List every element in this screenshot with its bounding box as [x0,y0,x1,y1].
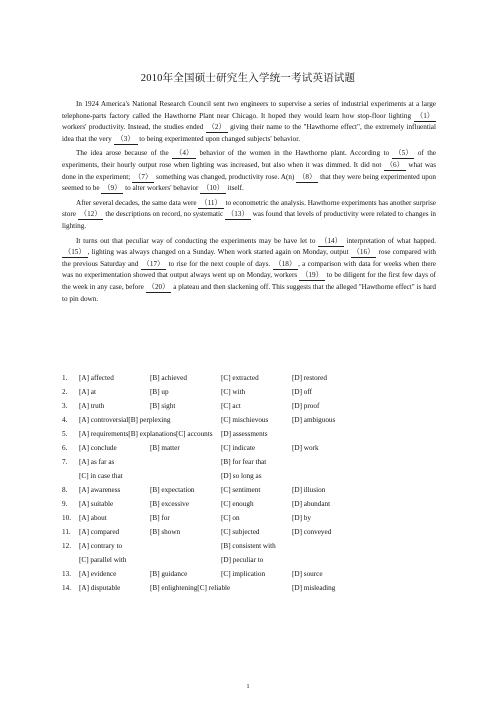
question-number: 14. [62,584,71,592]
option-choice: [A] compared [79,528,120,536]
option-row [62,497,442,511]
option-choice: [C] with [221,388,246,396]
blank-19: （19） [301,271,323,280]
text: The idea arose because of the [76,149,173,158]
question-number: 7. [62,458,68,466]
text: interpretation of what happed. [343,236,436,245]
text: to econometric the analysis. Hawthorne experiments has another surprise store [62,198,436,219]
option-choice: [A] conclude [79,444,117,452]
option-row [62,371,442,385]
option-choice: [D] work [292,444,319,452]
option-choice: [C] implication [221,570,266,578]
question-number: 2. [62,388,68,396]
option-row [62,413,442,427]
option-row [62,581,442,595]
blank-17: （17） [142,259,165,268]
option-choice: [A] awareness [79,486,121,494]
option-choice: [C] enough [221,500,254,508]
text: what was done in the experiment; [62,160,436,181]
question-number: 6. [62,444,68,452]
option-choice: [C] extracted [221,374,259,382]
option-choice: [D] illusion [292,486,326,494]
blank-16: （16） [352,248,375,257]
option-choice: [D] conveyed [292,528,332,536]
option-choice: [C] on [221,514,240,522]
option-row [62,511,442,525]
option-choice: [C] indicate [221,444,256,452]
option-choice: [A] affected [79,374,114,382]
option-choice: [B] for fear that [221,458,267,466]
blank-18: （18） [274,259,297,268]
option-choice: [B] shown [150,528,181,536]
option-choice: [D] so long as [221,472,262,480]
option-choice: [D] misleading [292,584,336,592]
option-row [62,385,442,399]
text: itself. [225,184,244,193]
question-number: 11. [62,528,71,536]
text: to rise for the next couple of days. [166,259,273,268]
option-choice: [D] assessments [221,430,268,438]
option-row [62,567,442,581]
option-row [62,483,442,497]
blank-20: （20） [147,282,170,291]
option-choice: [A] evidence [79,570,117,578]
blank-2: （2） [207,123,226,132]
option-choice: [D] off [292,388,313,396]
question-number: 3. [62,402,68,410]
blank-7: （7） [134,172,153,181]
option-row [62,525,442,539]
option-row [62,399,442,413]
option-choice: [A] disputable [79,584,121,592]
option-choice: [B] guidance [150,570,188,578]
text: In 1924 America's National Research Council sent two engineers to supervise a series of industrial experiments at a large telephone-parts factory called the Hawthorne Plant near Chicago. It hoped they would learn how stop-floor lighting [62,100,436,120]
text: behavior of the women in the Hawthorne plant. According to [196,149,393,158]
text: to alter workers' behavior [123,184,201,193]
option-choice: [B] up [150,388,169,396]
option-choice: [C] sentiment [221,486,261,494]
blank-1: （1） [416,111,434,120]
text: After several decades, the same data were [76,198,199,207]
option-choice: [C] parallel with [79,556,127,564]
text: a plateau and then slackening off. This suggests that the alleged "Hawthorne effect" is hard to pin down. [62,282,436,303]
option-choice: [B] enlightening[C] reliable [150,584,231,592]
blank-10: （10） [202,184,224,193]
option-choice: [B] matter [150,444,180,452]
option-choice: [C] subjected [221,528,260,536]
text: , lighting was always changed on a Sunday. When work started again on Monday, output [87,248,351,257]
blank-5: （5） [394,149,413,158]
question-number: 4. [62,416,68,424]
text: workers' productivity. Instead, the studies ended [62,123,206,132]
question-number: 13. [62,570,71,578]
question-number: 1. [62,374,68,382]
option-row [62,539,442,553]
question-number: 5. [62,430,68,438]
option-choice: [C] mischievous [221,416,269,424]
blank-3: （3） [114,135,138,145]
passage [62,99,436,308]
text: rose compared with the previous Saturday and [62,248,436,268]
question-number: 10. [62,514,71,522]
option-choice: [C] in case that [79,472,123,480]
option-choice: [D] abundant [292,500,331,508]
text: that they were being experimented upon seemed to be [62,172,437,193]
text: It turns out that peculiar way of conducting the experiments may be have let to [76,236,319,245]
paragraph-2 [62,148,436,194]
option-choice: [A] requirements[B] explanations[C] accounts [79,430,213,438]
paragraph-1 [62,99,436,145]
option-choice: [D] by [292,514,311,522]
blank-6: （6） [385,160,404,169]
text: to be diligent for the first few days of the week in any case, before [62,271,436,291]
option-choice: [D] peculiar to [221,556,264,564]
text: , a comparison with data for weeks when there was no experimentation showed that output always went up on Monday, workers [62,259,437,280]
page-number: 1 [246,683,250,690]
option-choice: [B] for [150,514,170,522]
text: was found that levels of productivity were related to changes in lighting. [62,210,436,230]
option-choice: [A] contrary to [79,542,123,550]
text: giving their name to the "Hawthorne effect", the extremely influential idea that the very [62,123,436,143]
option-row [62,455,442,469]
option-choice: [A] suitable [79,500,114,508]
option-choice: [D] restored [292,374,327,382]
blank-15: （15） [64,248,86,257]
text: to being experimented upon changed subjects' behavior. [137,134,301,143]
text: of the experiments, their hourly output rose when lighting was increased, but also when it was dimmed. It did not [62,149,436,169]
option-row [62,553,442,567]
blank-4: （4） [172,149,196,159]
option-choice: [B] sight [150,402,176,410]
option-choice: [B] expectation [150,486,195,494]
page-title: 2010年全国硕士研究生入学统一考试英语试题 [140,73,356,84]
question-number: 9. [62,500,68,508]
blank-12: （12） [79,210,102,219]
option-choice: [B] consistent with [221,542,276,550]
text: something was changed, productivity rose. A(n) [154,172,297,181]
blank-8: （8） [298,172,317,181]
option-choice: [B] achieved [150,374,187,382]
question-number: 8. [62,486,68,494]
option-choice: [D] source [292,570,323,578]
option-choice: [D] ambiguous [292,416,336,424]
option-choice: [C] act [221,402,241,410]
option-row [62,427,442,441]
option-row [62,441,442,455]
question-number: 12. [62,542,71,550]
option-choice: [A] truth [79,402,105,410]
option-choice: [A] controversial[B] perplexing [79,416,171,424]
blank-13: （13） [227,210,249,219]
blank-11: （11） [200,198,222,207]
option-choice: [A] at [79,388,96,396]
blank-9: （9） [103,184,122,193]
option-choice: [B] excessive [150,500,189,508]
blank-14: （14） [320,236,342,245]
option-choice: [D] proof [292,402,320,410]
option-choice: [A] about [79,514,107,522]
text: the descriptions on record, no systematic [103,210,226,219]
option-choice: [A] as far as [79,458,115,466]
answer-options [62,371,442,595]
paragraph-4 [62,236,436,306]
option-row [62,469,442,483]
paragraph-3 [62,198,436,233]
